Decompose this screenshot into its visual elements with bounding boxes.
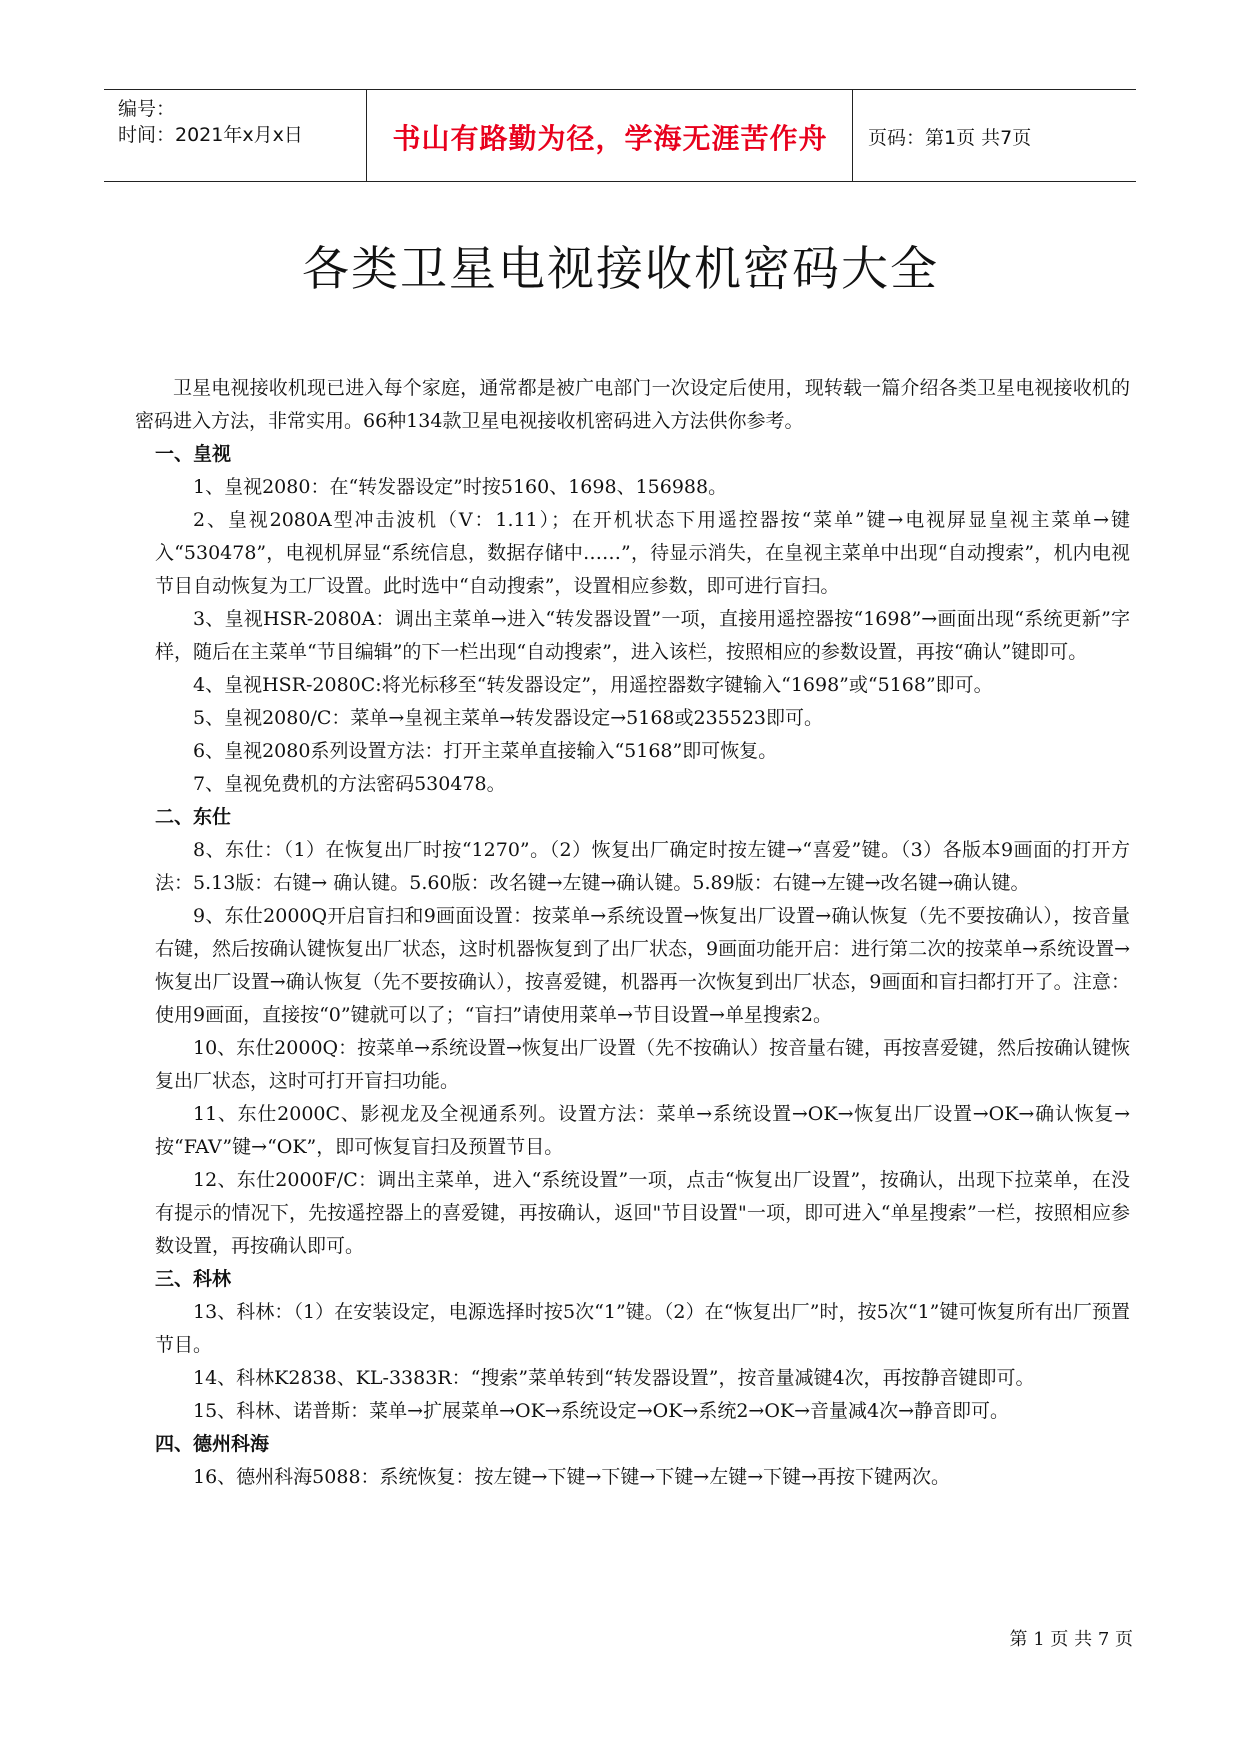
item-paragraph: 9、东仕2000Q开启盲扫和9画面设置：按菜单→系统设置→恢复出厂设置→确认恢复（先不要按确认），按音量右键，然后按确认键恢复出厂状态，这时机器恢复到了出厂状态，9画面功能开启：进行第二次的按菜单→系统设置→恢复出厂设置→确认恢复（先不要按确认），按喜爱键，机器再一次恢复到出厂状态，9画面和盲扫都打开了。注意：使用9画面，直接按“0”键就可以了；“盲扫”请使用菜单→节目设置→单星搜索2。 <box>155 905 1130 1026</box>
header-page-cell <box>854 90 1136 181</box>
header-info-cell <box>104 90 367 181</box>
item-paragraph: 3、皇视HSR-2080A：调出主菜单→进入“转发器设置”一项，直接用遥控器按“1698”→画面出现“系统更新”字样，随后在主菜单“节目编辑”的下一栏出现“自动搜索”，进入该栏，按照相应的参数设置，再按“确认”键即可。 <box>155 608 1130 663</box>
date-label: 时间：2021年x月x日 <box>118 124 303 146</box>
section-heading-kelin: 三、科林 <box>155 1268 232 1290</box>
page-header <box>104 89 1136 182</box>
item-paragraph: 2、皇视2080A型冲击波机（V：1.11）；在开机状态下用遥控器按“菜单”键→电视屏显皇视主菜单→键入“530478”，电视机屏显“系统信息，数据存储中……”，待显示消失，在皇视主菜单中出现“自动搜索”，机内电视节目自动恢复为工厂设置。此时选中“自动搜索”，设置相应参数，即可进行盲扫。 <box>155 509 1130 597</box>
item-paragraph: 14、科林K2838、KL-3383R：“搜索”菜单转到“转发器设置”，按音量减键4次，再按静音键即可。 <box>193 1367 1035 1389</box>
item-paragraph: 8、东仕：（1）在恢复出厂时按“1270”。（2）恢复出厂确定时按左键→“喜爱”键。（3）各版本9画面的打开方法：5.13版：右键→ 确认键。5.60版：改名键→左键→确认键。5.89版：右键→左键→改名键→确认键。 <box>155 839 1130 894</box>
section-heading-dezhou-kehai: 四、德州科海 <box>155 1433 270 1455</box>
header-page-number: 页码：第1页 共7页 <box>868 127 1032 149</box>
item-paragraph: 12、东仕2000F/C：调出主菜单，进入“系统设置”一项，点击“恢复出厂设置”，按确认，出现下拉菜单，在没有提示的情况下，先按遥控器上的喜爱键，再按确认，返回"节目设置"一项，即可进入“单星搜索”一栏，按照相应参数设置，再按确认即可。 <box>155 1169 1130 1257</box>
item-paragraph: 1、皇视2080：在“转发器设定”时按5160、1698、156988。 <box>193 476 728 498</box>
item-paragraph: 11、东仕2000C、影视龙及全视通系列。设置方法：菜单→系统设置→OK→恢复出厂设置→OK→确认恢复→按“FAV”键→“OK”，即可恢复盲扫及预置节目。 <box>155 1103 1130 1158</box>
item-paragraph: 16、德州科海5088：系统恢复：按左键→下键→下键→下键→左键→下键→再按下键两次。 <box>193 1466 951 1488</box>
item-paragraph: 13、科林：（1）在安装设定，电源选择时按5次“1”键。（2）在“恢复出厂”时，按5次“1”键可恢复所有出厂预置节目。 <box>155 1301 1130 1356</box>
section-heading-dongshi: 二、东仕 <box>155 806 232 828</box>
item-paragraph: 15、科林、诺普斯：菜单→扩展菜单→OK→系统设定→OK→系统2→OK→音量减4次→静音即可。 <box>193 1400 1010 1422</box>
page-footer: 第 1 页 共 7 页 <box>1009 1629 1133 1650</box>
serial-label: 编号： <box>118 98 176 120</box>
item-paragraph: 6、皇视2080系列设置方法：打开主菜单直接输入“5168”即可恢复。 <box>193 740 778 762</box>
section-heading-huangshi: 一、皇视 <box>155 443 232 465</box>
document-body <box>135 372 1130 1494</box>
header-motto-cell <box>368 90 853 181</box>
document-title: 各类卫星电视接收机密码大全 <box>302 242 939 297</box>
intro-paragraph: 卫星电视接收机现已进入每个家庭，通常都是被广电部门一次设定后使用，现转载一篇介绍各类卫星电视接收机的密码进入方法，非常实用。66种134款卫星电视接收机密码进入方法供你参考。 <box>135 377 1130 432</box>
item-paragraph: 10、东仕2000Q：按菜单→系统设置→恢复出厂设置（先不按确认）按音量右键，再按喜爱键，然后按确认键恢复出厂状态，这时可打开盲扫功能。 <box>155 1037 1130 1092</box>
item-paragraph: 7、皇视免费机的方法密码530478。 <box>193 773 506 795</box>
motto-text: 书山有路勤为径，学海无涯苦作舟 <box>392 122 828 155</box>
item-paragraph: 4、皇视HSR-2080C:将光标移至“转发器设定”，用遥控器数字键输入“1698”或“5168”即可。 <box>193 674 993 696</box>
item-paragraph: 5、皇视2080/C：菜单→皇视主菜单→转发器设定→5168或235523即可。 <box>193 707 824 729</box>
